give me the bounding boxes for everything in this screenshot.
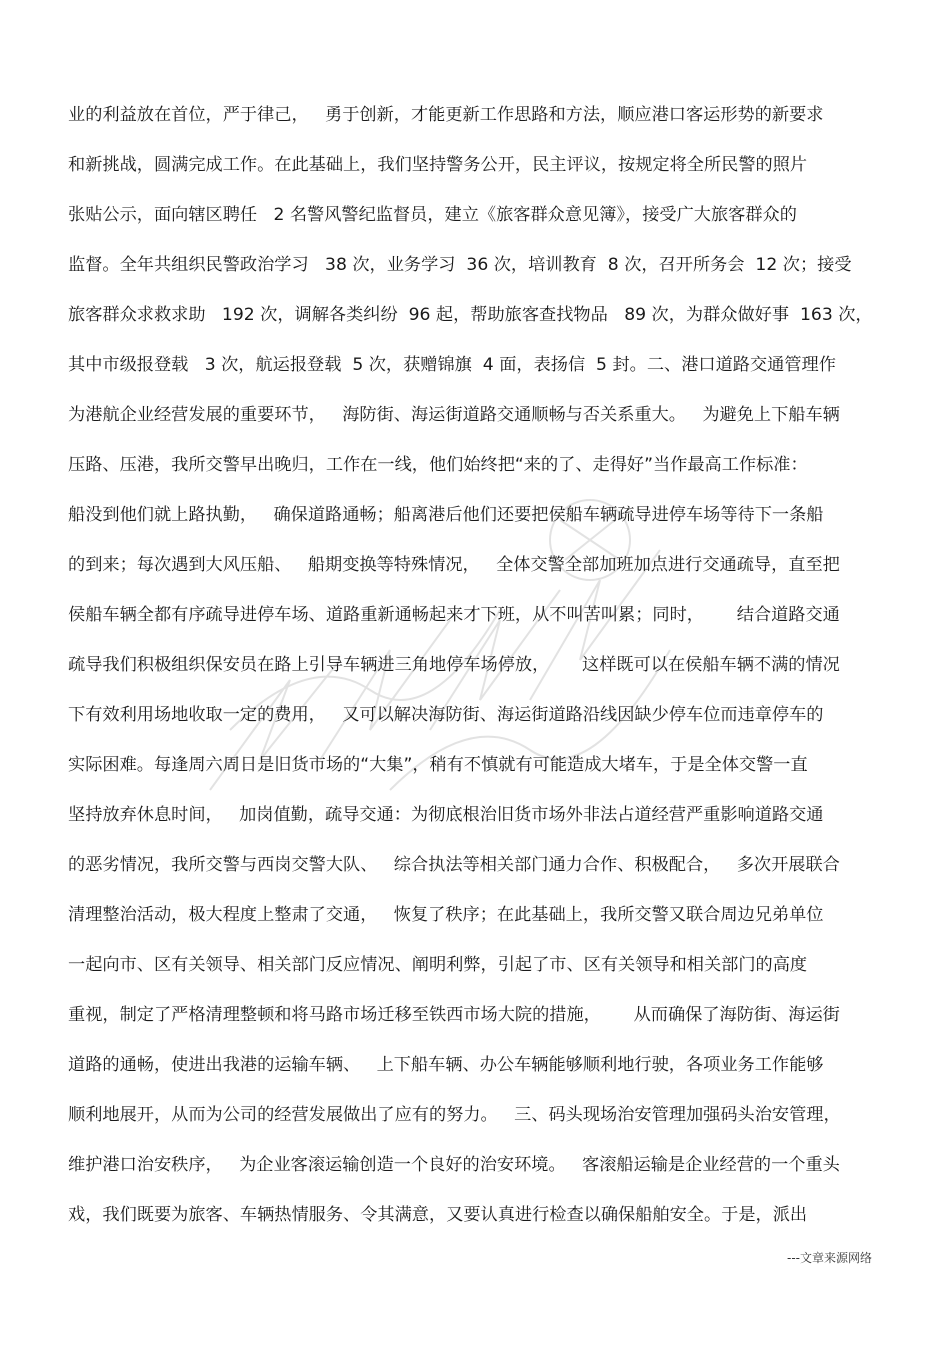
text-line: 道路的通畅，使进出我港的运输车辆、 上下船车辆、办公车辆能够顺利地行驶，各项业务工作能够	[68, 1055, 824, 1075]
text-line: 为港航企业经营发展的重要环节， 海防街、海运街道路交通顺畅与否关系重大。 为避免上下船车辆	[68, 405, 840, 425]
text-line: 和新挑战，圆满完成工作。在此基础上，我们坚持警务公开，民主评议，按规定将全所民警的照片	[68, 155, 808, 175]
text-line: 疏导我们积极组织保安员在路上引导车辆进三角地停车场停放， 这样既可以在侯船车辆不满的情况	[68, 655, 840, 675]
text-line: 戏，我们既要为旅客、车辆热情服务、令其满意，又要认真进行检查以确保船舶安全。于是，派出	[68, 1205, 808, 1225]
text-line: 船没到他们就上路执勤， 确保道路通畅；船离港后他们还要把侯船车辆疏导进停车场等待下一条船	[68, 505, 824, 525]
text-line: 维护港口治安秩序， 为企业客滚运输创造一个良好的治安环境。 客滚船运输是企业经营的一个重头	[68, 1155, 840, 1175]
text-line: 坚持放弃休息时间， 加岗值勤，疏导交通：为彻底根治旧货市场外非法占道经营严重影响道路交通	[68, 805, 824, 825]
text-line: 业的利益放在首位，严于律己， 勇于创新，才能更新工作思路和方法，顺应港口客运形势的新要求	[68, 105, 824, 125]
text-line: 张贴公示，面向辖区聘任 2 名警风警纪监督员，建立《旅客群众意见簿》，接受广大旅客群众的	[68, 205, 797, 225]
text-line: 其中市级报登载 3 次，航运报登载 5 次，获赠锦旗 4 面，表扬信 5 封。二、港口道路交通管理作	[68, 355, 836, 375]
text-line: 的到来；每次遇到大风压船、 船期变换等特殊情况， 全体交警全部加班加点进行交通疏导，直至把	[68, 555, 840, 575]
text-line: 下有效利用场地收取一定的费用， 又可以解决海防街、海运街道路沿线因缺少停车位而违章停车的	[68, 705, 824, 725]
text-line: 旅客群众求救求助 192 次，调解各类纠纷 96 起，帮助旅客查找物品 89 次，为群众做好事 163 次，	[68, 305, 873, 325]
text-line: 侯船车辆全都有序疏导进停车场、道路重新通畅起来才下班，从不叫苦叫累；同时， 结合道路交通	[68, 605, 840, 625]
text-line: 清理整治活动，极大程度上整肃了交通， 恢复了秩序；在此基础上，我所交警又联合周边兄弟单位	[68, 905, 824, 925]
text-line: 监督。全年共组织民警政治学习 38 次，业务学习 36 次，培训教育 8 次，召开所务会 12 次；接受	[68, 255, 852, 275]
text-line: 顺利地展开，从而为公司的经营发展做出了应有的努力。 三、码头现场治安管理加强码头治安管理，	[68, 1105, 841, 1125]
text-line: 重视，制定了严格清理整顿和将马路市场迁移至铁西市场大院的措施， 从而确保了海防街、海运街	[68, 1005, 840, 1025]
document-body	[68, 98, 888, 1248]
source-footer: ---文章来源网络	[787, 1251, 872, 1265]
text-line: 的恶劣情况，我所交警与西岗交警大队、 综合执法等相关部门通力合作、积极配合， 多次开展联合	[68, 855, 840, 875]
text-line: 一起向市、区有关领导、相关部门反应情况、阐明利弊，引起了市、区有关领导和相关部门的高度	[68, 955, 808, 975]
text-line: 实际困难。每逢周六周日是旧货市场的“大集”，稍有不慎就有可能造成大堵车，于是全体交警一直	[68, 755, 808, 775]
text-line: 压路、压港，我所交警早出晚归，工作在一线，他们始终把“来的了、走得好”当作最高工作标准：	[68, 455, 808, 475]
